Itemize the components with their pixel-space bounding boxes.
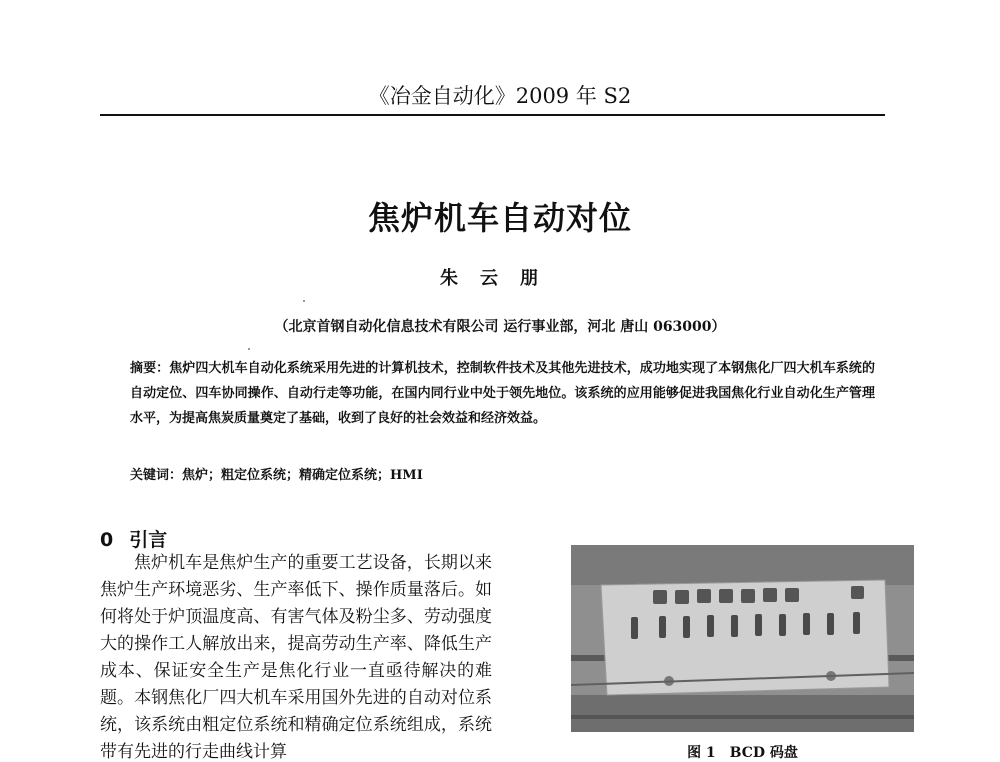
keywords	[130, 464, 875, 488]
section-number: 0	[100, 529, 114, 551]
section-heading	[100, 525, 167, 552]
figure-caption: 图 1 BCD 码盘	[687, 745, 798, 761]
article-affiliation: （北京首钢自动化信息技术有限公司 运行事业部，河北 唐山 063000）	[274, 319, 726, 335]
keywords-text: 焦炉；粗定位系统；精确定位系统；HMI	[182, 468, 423, 483]
article-title: 焦炉机车自动对位	[367, 199, 632, 237]
abstract-text: 焦炉四大机车自动化系统采用先进的计算机技术，控制软件技术及其他先进技术，成功地实现了本钢焦化厂四大机车系统的自动定位、四车协同操作、自动行走等功能，在国内同行业中处于领先地位。该系统的应用能够促进我国焦化行业自动化生产管理水平，为提高焦炭质量奠定了基础，收到了良好的社会效益和经济效益。	[130, 361, 875, 426]
bcd-code-plate-photo	[571, 545, 914, 732]
section-body-text: 焦炉机车是焦炉生产的重要工艺设备，长期以来焦炉生产环境恶劣、生产率低下、操作质量落后。如何将处于炉顶温度高、有害气体及粉尘多、劳动强度大的操作工人解放出来，提高劳动生产率、降低生产成本、保证安全生产是焦化行业一直亟待解决的难题。本钢焦化厂四大机车采用国外先进的自动对位系统，该系统由粗定位系统和精确定位系统组成，系统带有先进的行走曲线计算	[100, 553, 492, 760]
keywords-label: 关键词：	[130, 468, 183, 483]
figure-bcd-photo	[571, 545, 914, 732]
header-rule	[100, 114, 885, 116]
article-author: 朱云朋	[440, 268, 560, 289]
journal-header: 《冶金自动化》2009 年 S2	[368, 84, 632, 108]
abstract	[130, 356, 875, 431]
section-title: 引言	[129, 529, 168, 551]
scan-speck	[248, 348, 250, 350]
abstract-label: 摘要：	[130, 361, 170, 376]
scan-speck	[303, 300, 305, 302]
